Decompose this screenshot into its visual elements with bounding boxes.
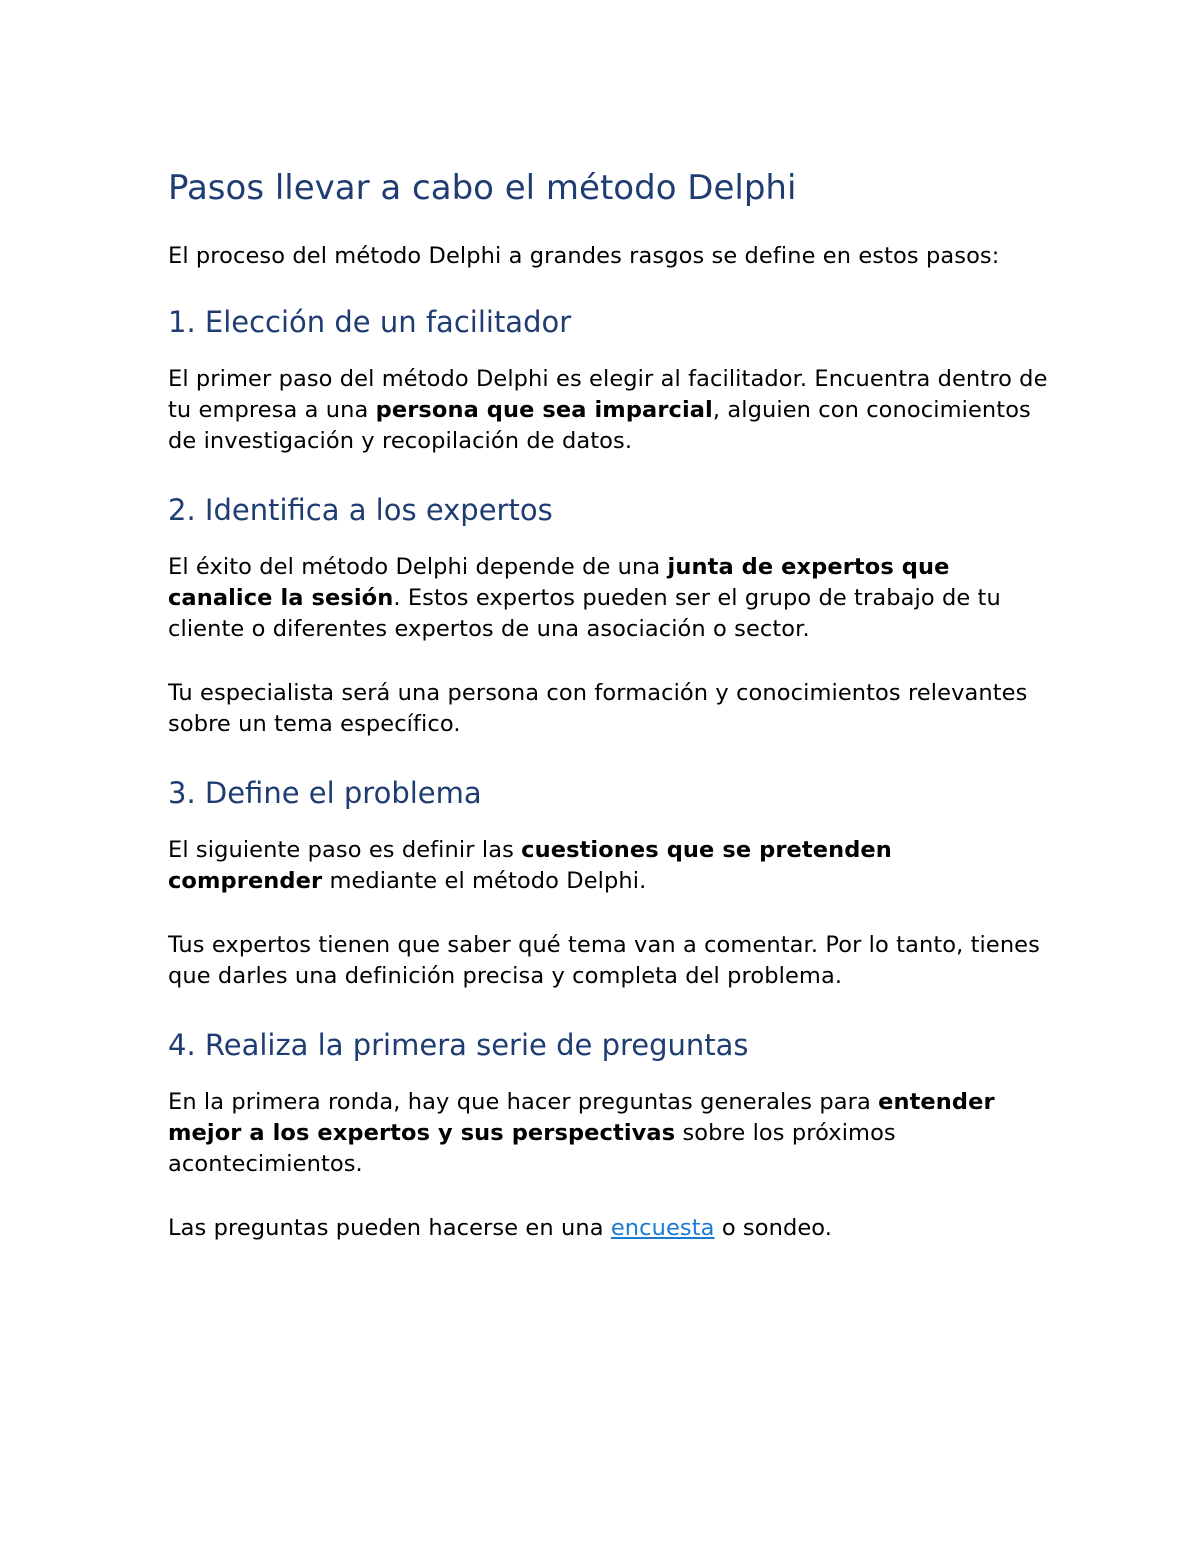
text-run: El éxito del método Delphi depende de una xyxy=(168,554,668,580)
text-run: mediante el método Delphi. xyxy=(322,868,647,894)
section-3-paragraph-1 xyxy=(168,835,1048,897)
text-run: sobre los próximos acontecimientos. xyxy=(168,1120,896,1177)
text-run: El siguiente paso es definir las xyxy=(168,837,522,863)
text-run: o sondeo. xyxy=(714,1215,833,1241)
section-4-paragraph-2 xyxy=(168,1213,1048,1244)
section-3-paragraph-2: Tus expertos tienen que saber qué tema van a comentar. Por lo tanto, tienes que darles una definición precisa y completa del problema. xyxy=(168,932,1040,989)
section-1-heading: 1. Elección de un facilitador xyxy=(168,305,572,339)
text-run: En la primera ronda, hay que hacer preguntas generales para xyxy=(168,1089,879,1115)
bold-text: persona que sea imparcial xyxy=(375,397,713,423)
section-1-paragraph xyxy=(168,364,1048,457)
section-4-paragraph-1 xyxy=(168,1087,1048,1180)
document-content xyxy=(168,165,1048,1277)
bold-text: cuestiones que se pretenden comprender xyxy=(168,837,892,894)
section-3-heading: 3. Define el problema xyxy=(168,776,482,810)
text-run: El primer paso del método Delphi es elegir al facilitador. Encuentra dentro de tu empresa a una xyxy=(168,366,1048,423)
text-run: , alguien con conocimientos de investigación y recopilación de datos. xyxy=(168,397,1031,454)
bold-text: entender mejor a los expertos y sus perspectivas xyxy=(168,1089,995,1146)
encuesta-link[interactable]: encuesta xyxy=(610,1215,715,1241)
section-4-heading: 4. Realiza la primera serie de preguntas xyxy=(168,1028,749,1062)
section-2-paragraph-1 xyxy=(168,552,1048,645)
text-run: Las preguntas pueden hacerse en una xyxy=(168,1215,611,1241)
page-title: Pasos llevar a cabo el método Delphi xyxy=(168,168,797,208)
intro-paragraph: El proceso del método Delphi a grandes rasgos se define en estos pasos: xyxy=(168,243,1000,269)
bold-text: junta de expertos que canalice la sesión xyxy=(168,554,950,611)
text-run: . Estos expertos pueden ser el grupo de trabajo de tu cliente o diferentes expertos de una asociación o sector. xyxy=(168,585,1001,642)
section-2-heading: 2. Identifica a los expertos xyxy=(168,493,553,527)
section-2-paragraph-2: Tu especialista será una persona con formación y conocimientos relevantes sobre un tema específico. xyxy=(168,680,1028,737)
